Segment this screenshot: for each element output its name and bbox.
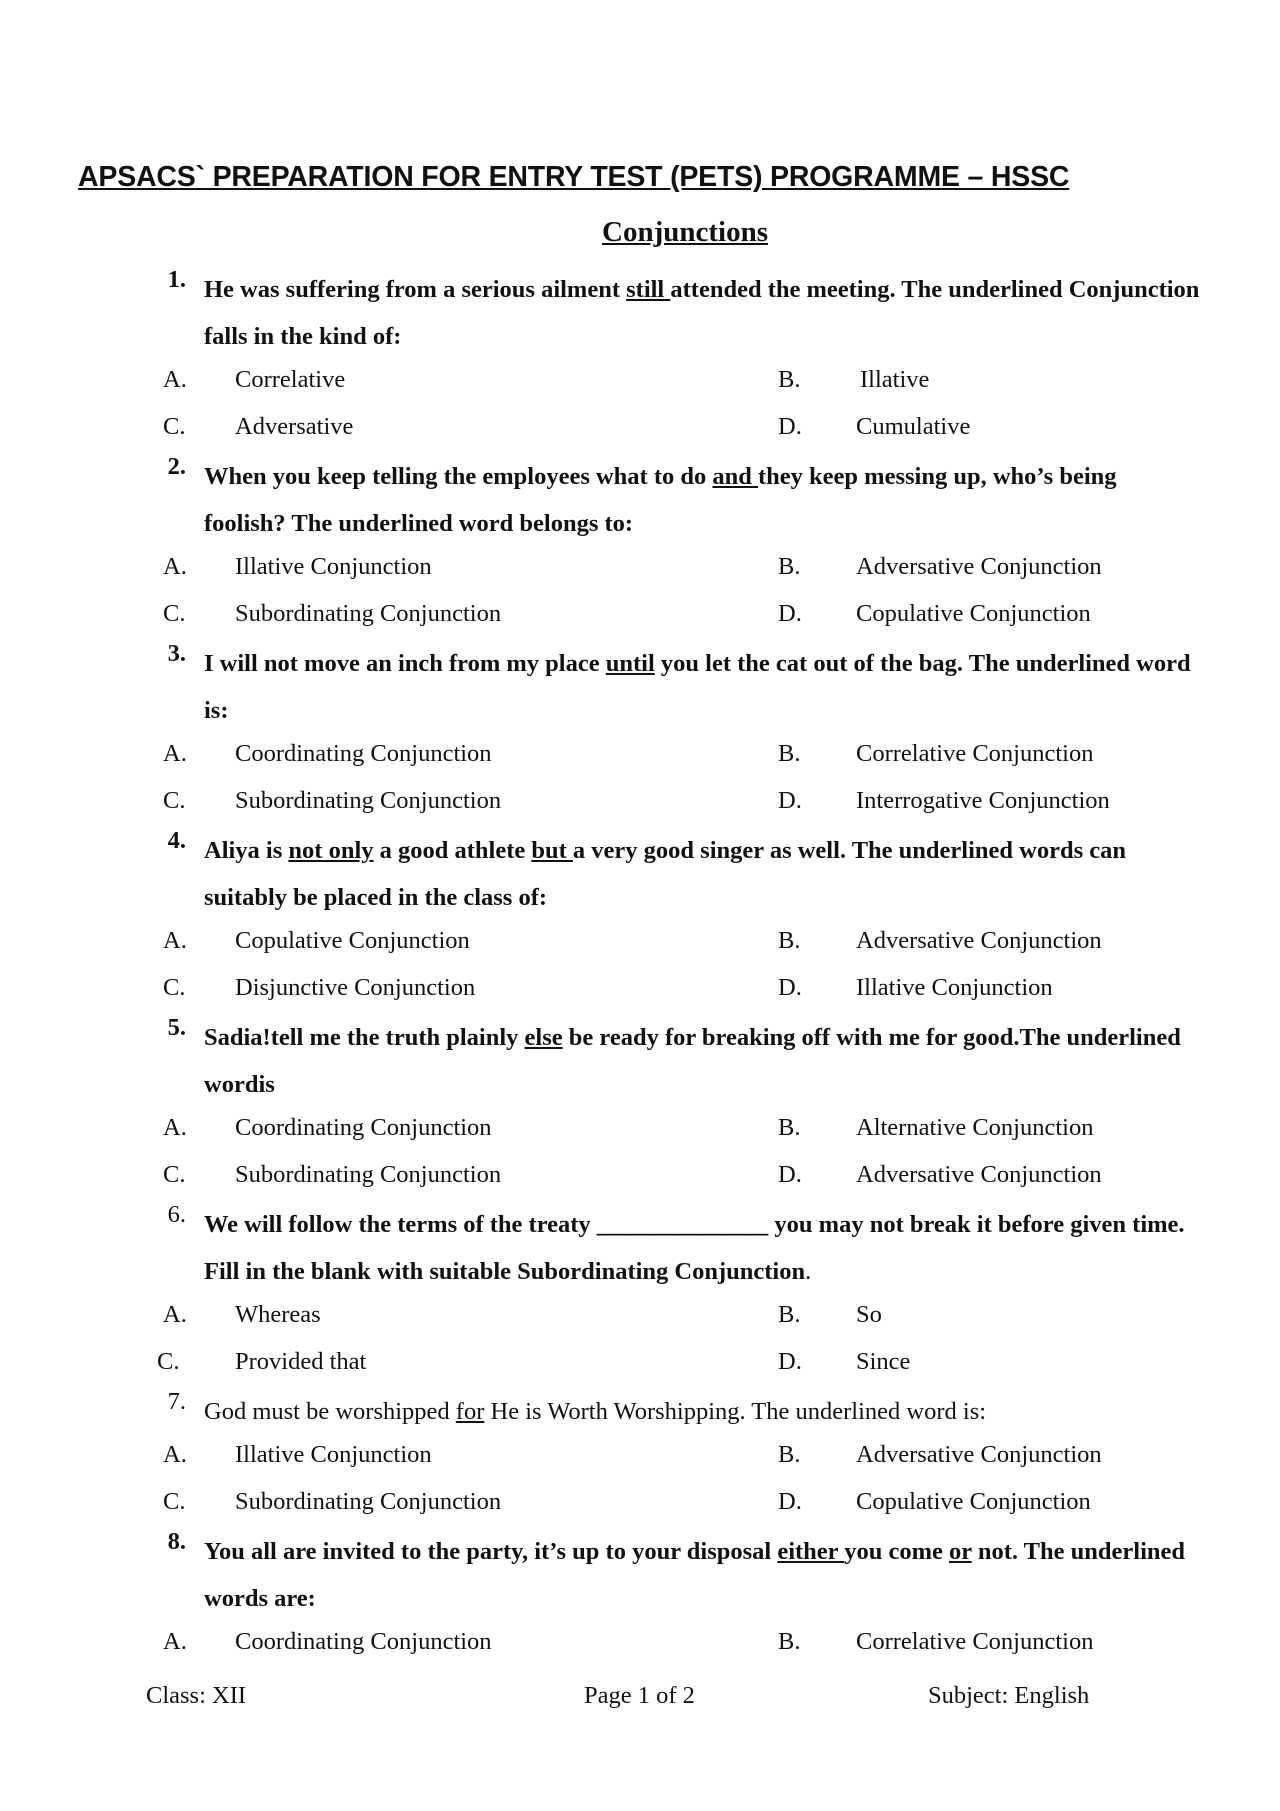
question-text: We will follow the terms of the treaty ______________ you may not break it before given time. Fill in the blank with suitable Subordinating Conjunction. xyxy=(204,1211,1185,1285)
question-number: 6. xyxy=(167,1201,186,1228)
question-number: 3. xyxy=(167,640,186,667)
question-text: He was suffering from a serious ailment still attended the meeting. The underlined Conjunction falls in the kind of: xyxy=(204,276,1200,350)
question-number: 7. xyxy=(167,1388,186,1415)
footer-class: Class: XII xyxy=(146,1682,247,1709)
question-number: 2. xyxy=(167,453,186,480)
question-text: Aliya is not only a good athlete but a very good singer as well. The underlined words can suitably be placed in the class of: xyxy=(204,837,1127,911)
question-text: I will not move an inch from my place until you let the cat out of the bag. The underlined word is: xyxy=(204,650,1191,724)
section-title: Conjunctions xyxy=(602,216,768,248)
document-title: APSACS` PREPARATION FOR ENTRY TEST (PETS) PROGRAMME – HSSC xyxy=(78,161,1070,193)
question-text: Sadia!tell me the truth plainly else be ready for breaking off with me for good.The underlined wordis xyxy=(204,1024,1181,1098)
question-number: 1. xyxy=(167,266,186,293)
question-text: You all are invited to the party, it’s up to your disposal either you come or not. The underlined words are: xyxy=(204,1538,1186,1612)
question-number: 4. xyxy=(167,827,186,854)
footer-subject: Subject: English xyxy=(928,1682,1090,1709)
question-number: 8. xyxy=(167,1528,186,1555)
question-text: God must be worshipped for He is Worth Worshipping. The underlined word is: xyxy=(204,1398,987,1425)
question-text: When you keep telling the employees what to do and they keep messing up, who’s being foolish? The underlined word belongs to: xyxy=(204,463,1117,537)
footer-page-number: Page 1 of 2 xyxy=(584,1682,695,1709)
question-number: 5. xyxy=(167,1014,186,1041)
